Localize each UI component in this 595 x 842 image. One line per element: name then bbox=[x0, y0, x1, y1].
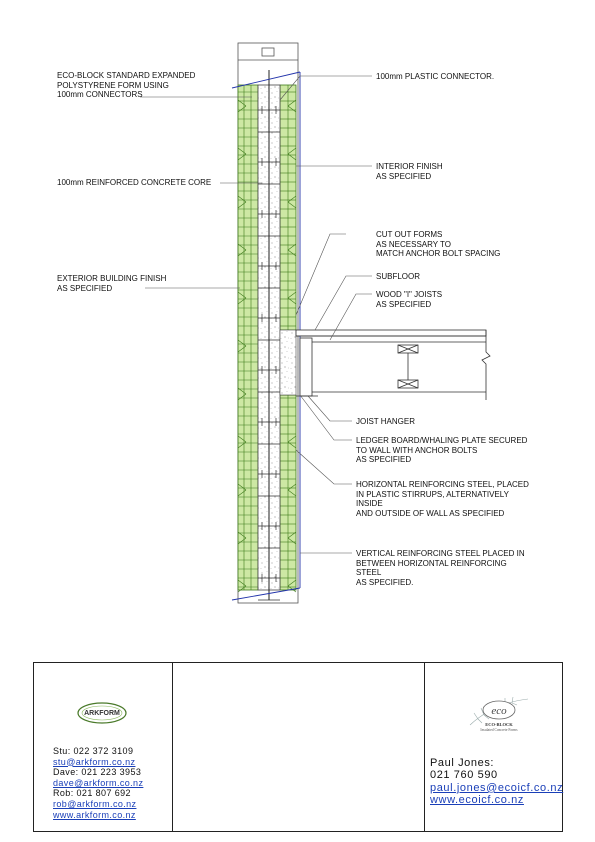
label-line: AND OUTSIDE OF WALL AS SPECIFIED bbox=[356, 508, 505, 518]
title-block-divider bbox=[172, 663, 173, 831]
label-line: INSIDE bbox=[356, 499, 383, 509]
label-line: AS SPECIFIED bbox=[376, 171, 432, 181]
label-line: 100mm CONNECTORS bbox=[57, 90, 143, 100]
contact-paul: Paul Jones: bbox=[430, 757, 495, 769]
label-eco-block-form bbox=[57, 71, 195, 100]
website-link-arkform[interactable]: www.arkform.co.nz bbox=[53, 809, 136, 820]
contact-dave: Dave: 021 223 3953 bbox=[53, 767, 142, 778]
label-line: INTERIOR FINISH bbox=[376, 162, 443, 171]
label-line: JOIST HANGER bbox=[356, 417, 415, 426]
label-line: AS SPECIFIED bbox=[57, 283, 113, 293]
label-interior-finish bbox=[376, 162, 443, 181]
email-link-dave[interactable]: dave@arkform.co.nz bbox=[53, 777, 144, 788]
label-line: POLYSTYRENE FORM USING bbox=[57, 80, 169, 90]
label-line: AS NECESSARY TO bbox=[376, 239, 451, 249]
title-block-divider bbox=[424, 663, 425, 831]
contact-rob: Rob: 021 807 692 bbox=[53, 788, 131, 799]
label-ledger-board bbox=[356, 436, 527, 465]
label-line: LEDGER BOARD/WHALING PLATE SECURED bbox=[356, 436, 528, 445]
eco-tagline-text: Insulated Concrete Forms bbox=[480, 728, 518, 732]
website-link-ecoicf[interactable]: www.ecoicf.co.nz bbox=[430, 794, 524, 807]
label-line: VERTICAL REINFORCING STEEL PLACED IN bbox=[356, 549, 525, 558]
email-link-rob[interactable]: rob@arkform.co.nz bbox=[53, 798, 137, 809]
label-plastic-connector bbox=[376, 72, 494, 82]
label-line: 100mm REINFORCED CONCRETE CORE bbox=[57, 178, 212, 187]
label-line: CUT OUT FORMS bbox=[376, 230, 443, 239]
arkform-logo bbox=[76, 701, 128, 725]
label-line: STEEL bbox=[356, 568, 382, 578]
ecoblock-logo bbox=[464, 693, 534, 735]
label-cut-out-forms bbox=[376, 230, 500, 259]
eco-brand-text: eco bbox=[491, 705, 507, 717]
email-link-paul[interactable]: paul.jones@ecoicf.co.nz bbox=[430, 781, 564, 794]
label-vertical-steel bbox=[356, 549, 525, 587]
label-line: ECO-BLOCK STANDARD EXPANDED bbox=[57, 71, 196, 80]
email-link-stu[interactable]: stu@arkform.co.nz bbox=[53, 756, 136, 767]
contact-stu: Stu: 022 372 3109 bbox=[53, 746, 134, 756]
ecoblock-contacts bbox=[430, 757, 563, 807]
label-horizontal-steel bbox=[356, 480, 529, 518]
label-exterior-finish bbox=[57, 274, 166, 293]
arkform-contacts bbox=[53, 746, 143, 820]
label-concrete-core bbox=[57, 178, 211, 188]
label-line: HORIZONTAL REINFORCING STEEL, PLACED bbox=[356, 480, 529, 489]
contact-paul-phone: 021 760 590 bbox=[430, 769, 498, 782]
label-line: EXTERIOR BUILDING FINISH bbox=[57, 274, 167, 283]
label-line: 100mm PLASTIC CONNECTOR. bbox=[376, 72, 495, 81]
label-joist-hanger bbox=[356, 417, 415, 427]
label-line: MATCH ANCHOR BOLT SPACING bbox=[376, 249, 501, 259]
eco-name-text: ECO-BLOCK bbox=[485, 722, 513, 727]
label-line: BETWEEN HORIZONTAL REINFORCING bbox=[356, 558, 507, 568]
label-line: TO WALL WITH ANCHOR BOLTS bbox=[356, 445, 478, 455]
label-subfloor bbox=[376, 272, 420, 282]
label-line: SUBFLOOR bbox=[376, 272, 421, 281]
floor-joist-assembly bbox=[296, 330, 490, 400]
label-line: AS SPECIFIED bbox=[356, 455, 412, 465]
arkform-logo-text: ARKFORM bbox=[84, 710, 120, 717]
label-wood-joists bbox=[376, 290, 442, 309]
label-line: WOOD "I" JOISTS bbox=[376, 290, 443, 299]
exterior-foam-layer bbox=[238, 85, 258, 592]
label-line: IN PLASTIC STIRRUPS, ALTERNATIVELY bbox=[356, 489, 509, 499]
title-block bbox=[33, 662, 563, 832]
label-line: AS SPECIFIED bbox=[376, 299, 432, 309]
label-line: AS SPECIFIED. bbox=[356, 577, 414, 587]
